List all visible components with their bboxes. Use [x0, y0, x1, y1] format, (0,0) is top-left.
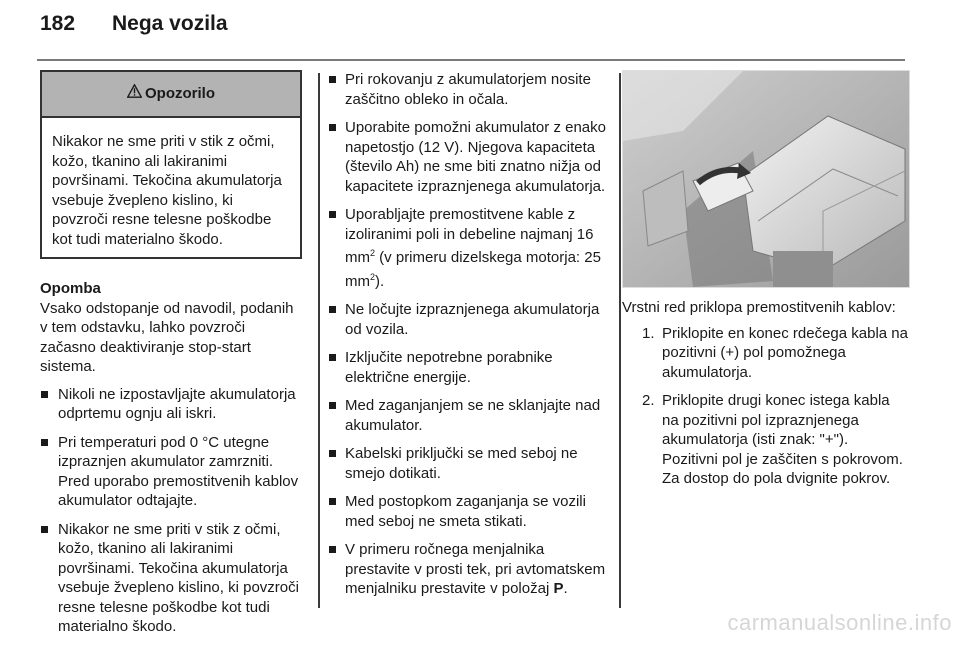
step-number: 2.	[642, 392, 655, 409]
list-item: Kabelski priključki se med seboj ne smejo dotikati.	[328, 444, 608, 483]
header-rule	[37, 59, 905, 61]
list-item: V primeru ročnega menjalnika prestavite v prosti tek, pri avtomatskem menjalniku prestavite v položaj P.	[328, 540, 608, 599]
list-item: Pri temperaturi pod 0 °C utegne izpraznjen akumulator zamrzniti. Pred uporabo premostitvenih kablov akumulator odtajajte.	[40, 433, 305, 511]
list-item: Uporabite pomožni akumulator z enako napetostjo (12 V). Njegova kapaciteta (število Ah) ne sme biti znatno nižja od kapacitete izpraznjenega akumulatorja.	[328, 118, 608, 196]
note-text: Vsako odstopanje od navodil, podanih v tem odstavku, lahko povzroči začasno deaktiviranje stop-start sistema.	[40, 299, 294, 375]
list-item: Pri rokovanju z akumulatorjem nosite zaščitno obleko in očala.	[328, 70, 608, 109]
warning-box	[40, 70, 302, 259]
column-divider	[318, 73, 320, 608]
list-item: Izključite nepotrebne porabnike električne energije.	[328, 348, 608, 387]
warning-header	[42, 72, 300, 118]
list-item: Uporabljajte premostitvene kable z izoliranimi poli in debeline najmanj 16 $mm^2$ (v primeru dizelskega motorja: 25 $mm^2$).	[328, 205, 608, 291]
step-number: 1.	[642, 324, 655, 342]
list-item: Ne ločujte izpraznjenega akumulatorja od vozila.	[328, 300, 608, 339]
bullet-list-1	[40, 385, 305, 637]
page-number: 182	[40, 12, 76, 35]
list-item	[622, 324, 908, 383]
column-1	[40, 70, 305, 646]
column-2	[328, 70, 608, 608]
page-title: Nega vozila	[112, 12, 228, 35]
warning-title: Opozorilo	[145, 85, 215, 103]
step-text: Priklopite drugi konec istega kabla na pozitivni pol izpraznjenega akumulatorja (isti znak: "+"). Pozitivni pol je zaščiten s pokrovom. Za dostop do pola dvignite pokrov.	[662, 392, 903, 487]
page-header	[40, 12, 228, 36]
column-divider	[619, 73, 621, 608]
battery-cover-photo	[622, 70, 910, 288]
numbered-list	[622, 324, 908, 489]
instruction-intro: Vrstni red priklopa premostitvenih kablov:	[622, 299, 896, 316]
column-3	[622, 70, 908, 498]
list-item: Med zaganjanjem se ne sklanjajte nad akumulator.	[328, 396, 608, 435]
list-item: Nikoli ne izpostavljajte akumulatorja odprtemu ognju ali iskri.	[40, 385, 305, 424]
list-item	[622, 391, 908, 489]
warning-triangle-icon	[127, 84, 142, 104]
note	[40, 279, 305, 377]
list-item: Med postopkom zaganjanja se vozili med seboj ne smeta stikati.	[328, 492, 608, 531]
watermark: carmanualsonline.info	[727, 610, 952, 635]
step-text: Priklopite en konec rdečega kabla na pozitivni (+) pol pomožnega akumulatorja.	[662, 324, 908, 381]
bullet-list-2	[328, 70, 608, 599]
list-item: Nikakor ne sme priti v stik z očmi, kožo, tkanino ali lakiranimi površinami. Tekočina akumulatorja vsebuje žvepleno kislino, ki povzroči resne telesne poškodbe kot tudi materialno škodo.	[40, 520, 305, 637]
note-title: Opomba	[40, 280, 101, 297]
warning-text: Nikakor ne sme priti v stik z očmi, kožo, tkanino ali lakiranimi površinami. Tekočina akumulatorja vsebuje žvepleno kislino, ki povzroči resne telesne poškodbe kot tudi materialno škodo.	[52, 133, 282, 248]
